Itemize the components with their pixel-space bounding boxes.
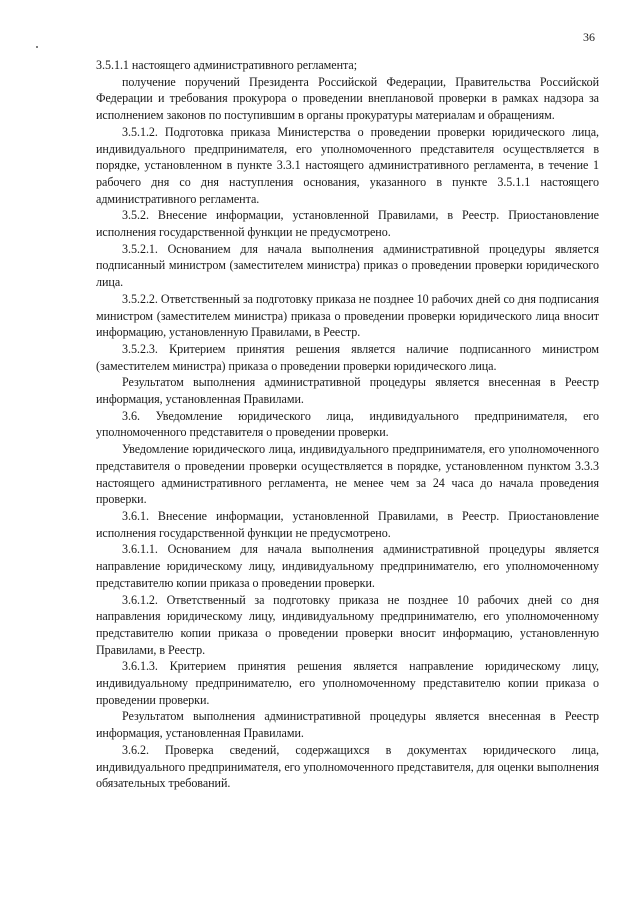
paragraph: 3.6.1. Внесение информации, установленной Правилами, в Реестр. Приостановление исполнения государственной функции не предусмотрено. [96, 508, 599, 540]
paragraph: 3.5.1.2. Подготовка приказа Министерства о проведении проверки юридического лица, индивидуального предпринимателя, его уполномоченного представителя осуществляется в порядке, установленном в пункте 3.3.1 настоящего административного регламента, в течение 1 рабочего дня со дня наступления основания, указанного в пункте 3.5.1.1 настоящего административного регламента. [96, 124, 599, 206]
paragraph: получение поручений Президента Российской Федерации, Правительства Российской Федерации и требования прокурора о проведении внеплановой проверки в рамках надзора за исполнением законов по поступившим в органы прокуратуры материалам и обращениям. [96, 74, 599, 123]
scan-speck [36, 46, 38, 48]
paragraph: 3.5.2.1. Основанием для начала выполнения административной процедуры является подписанный министром (заместителем министра) приказ о проведении проверки юридического лица. [96, 241, 599, 290]
paragraph: 3.5.1.1 настоящего административного регламента; [96, 58, 358, 72]
paragraph: 3.5.2.3. Критерием принятия решения является наличие подписанного министром (заместителем министра) приказа о проведении проверки юридического лица. [96, 341, 599, 373]
paragraph: 3.6.1.1. Основанием для начала выполнения административной процедуры является направление юридическому лицу, индивидуальному предпринимателю, его уполномоченному представителю копии приказа о проведении проверки. [96, 542, 599, 590]
paragraph: 3.6.1.3. Критерием принятия решения является направление юридическому лицу, индивидуальному предпринимателю, его уполномоченному представителю копии приказа о проведении проверки. [96, 659, 599, 707]
paragraph: 3.6.2. Проверка сведений, содержащихся в документах юридического лица, индивидуального предпринимателя, его уполномоченного представителя, для оценки выполнения обязательных требований. [96, 742, 599, 791]
paragraph: Результатом выполнения административной процедуры является внесенная в Реестр информация, установленная Правилами. [96, 375, 599, 407]
paragraph: 3.5.2.2. Ответственный за подготовку приказа не позднее 10 рабочих дней со дня подписания министром (заместителем министра) приказа о проведении проверки юридического лица вносит информацию, установленную Правилами, в Реестр. [96, 291, 599, 340]
paragraph: 3.5.2. Внесение информации, установленной Правилами, в Реестр. Приостановление исполнения государственной функции не предусмотрено. [96, 208, 599, 240]
document-body [96, 57, 599, 792]
paragraph: Результатом выполнения административной процедуры является внесенная в Реестр информация, установленная Правилами. [96, 709, 599, 741]
paragraph: 3.6.1.2. Ответственный за подготовку приказа не позднее 10 рабочих дней со дня направления юридическому лицу, индивидуальному предпринимателю, его уполномоченному представителю копии приказа о проведении проверки вносит информацию, установленную Правилами, в Реестр. [96, 592, 599, 657]
page-number: 36 [583, 30, 595, 44]
paragraph: Уведомление юридического лица, индивидуального предпринимателя, его уполномоченного представителя о проведении проверки осуществляется в порядке, установленном пунктом 3.3.3 настоящего административного регламента, не менее чем за 24 часа до начала проведения проверки. [96, 442, 599, 507]
section-heading: 3.6. Уведомление юридического лица, индивидуального предпринимателя, его уполномоченного представителя о проведении проверки. [96, 408, 599, 440]
